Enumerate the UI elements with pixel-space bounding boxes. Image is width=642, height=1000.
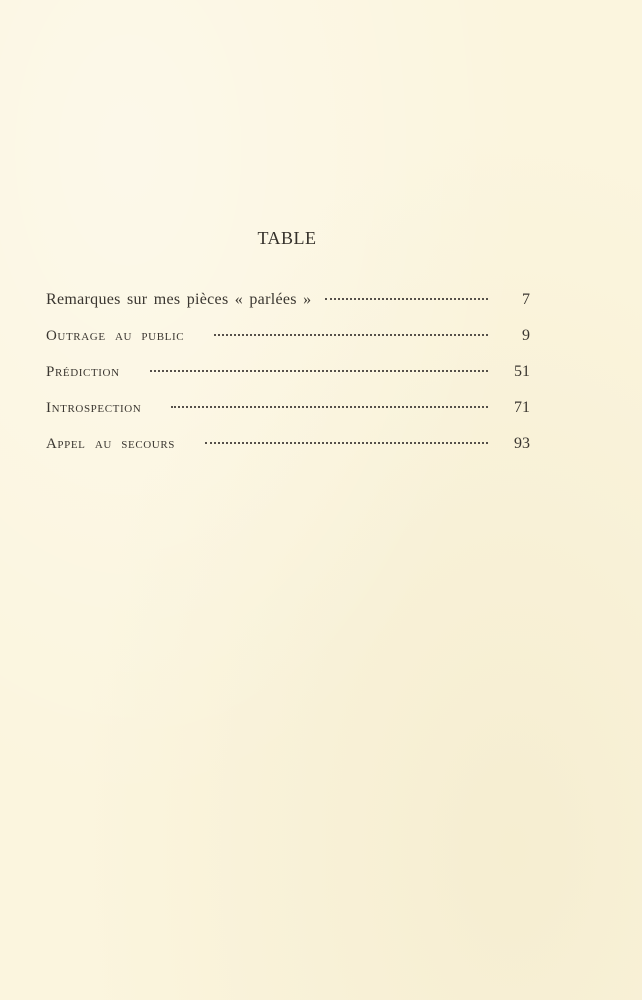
- dot-leader: [171, 406, 488, 408]
- toc-entry-page: 9: [522, 327, 530, 344]
- toc-entry-page: 71: [514, 399, 530, 416]
- dot-leader: [325, 298, 488, 300]
- table-of-contents: [46, 290, 530, 470]
- toc-entry-introspection: [46, 398, 530, 434]
- dot-leader: [150, 370, 488, 372]
- dot-leader: [205, 442, 488, 444]
- toc-entry-page: 51: [514, 363, 530, 380]
- toc-entry-appel: [46, 434, 530, 470]
- toc-entry-prediction: [46, 362, 530, 398]
- toc-entry-outrage: [46, 326, 530, 362]
- toc-entry-label: Remarques sur mes pièces « parlées »: [46, 291, 312, 308]
- toc-entry-page: 93: [514, 435, 530, 452]
- dot-leader: [214, 334, 488, 336]
- toc-entry-label: Appel au secours: [46, 436, 176, 452]
- toc-entry-label: Introspection: [46, 400, 142, 416]
- toc-entry-remarques: [46, 290, 530, 326]
- toc-entry-label: Outrage au public: [46, 328, 185, 344]
- toc-title: TABLE: [257, 228, 317, 248]
- toc-entry-label: Prédiction: [46, 364, 120, 380]
- toc-entry-page: 7: [522, 291, 530, 308]
